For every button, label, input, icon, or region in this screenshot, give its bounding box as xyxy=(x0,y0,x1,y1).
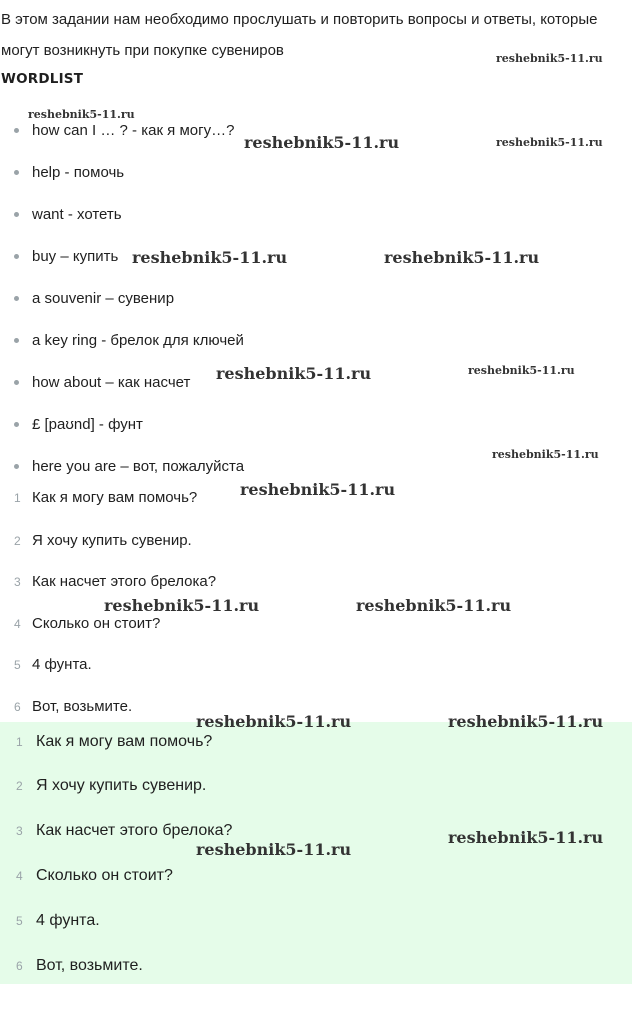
bullet-icon xyxy=(14,128,19,133)
answer-item: 2 Я хочу купить сувенир. xyxy=(16,777,207,794)
bullet-icon xyxy=(14,170,19,175)
bullet-icon xyxy=(14,380,19,385)
watermark: reshebnik5-11.ru xyxy=(496,52,603,65)
watermark: reshebnik5-11.ru xyxy=(492,448,599,461)
phrase-item: 6 Вот, возьмите. xyxy=(14,698,133,715)
wordlist-heading: WORDLIST xyxy=(1,71,84,87)
phrase-item: 3 Как насчет этого брелока? xyxy=(14,573,217,590)
answer-item: 1 Как я могу вам помочь? xyxy=(16,733,213,750)
watermark: reshebnik5-11.ru xyxy=(240,480,396,499)
watermark: reshebnik5-11.ru xyxy=(356,596,512,615)
watermark: reshebnik5-11.ru xyxy=(132,248,288,267)
wordlist-item: here you are – вот, пожалуйста xyxy=(14,458,244,475)
watermark: reshebnik5-11.ru xyxy=(28,108,135,121)
bullet-icon xyxy=(14,338,19,343)
wordlist-item: a souvenir – сувенир xyxy=(14,290,174,307)
wordlist-item: £ [paʊnd] - фунт xyxy=(14,416,143,433)
watermark: reshebnik5-11.ru xyxy=(216,364,372,383)
wordlist-item: buy – купить xyxy=(14,248,118,265)
watermark: reshebnik5-11.ru xyxy=(384,248,540,267)
wordlist-item: help - помочь xyxy=(14,164,124,181)
wordlist-item: want - хотеть xyxy=(14,206,122,223)
answer-item: 4 Сколько он стоит? xyxy=(16,867,173,884)
watermark: reshebnik5-11.ru xyxy=(468,364,575,377)
answer-item: 5 4 фунта. xyxy=(16,912,100,929)
bullet-icon xyxy=(14,254,19,259)
watermark: reshebnik5-11.ru xyxy=(448,712,604,731)
phrase-item: 5 4 фунта. xyxy=(14,656,92,673)
wordlist-item: how can I … ? - как я могу…? xyxy=(14,122,234,139)
watermark: reshebnik5-11.ru xyxy=(244,133,400,152)
answer-item: 3 Как насчет этого брелока? xyxy=(16,822,233,839)
phrase-item: 2 Я хочу купить сувенир. xyxy=(14,532,192,549)
answer-item: 6 Вот, возьмите. xyxy=(16,957,143,974)
phrase-item: 4 Сколько он стоит? xyxy=(14,615,161,632)
watermark: reshebnik5-11.ru xyxy=(496,136,603,149)
bullet-icon xyxy=(14,296,19,301)
watermark: reshebnik5-11.ru xyxy=(104,596,260,615)
bullet-icon xyxy=(14,464,19,469)
phrase-item: 1 Как я могу вам помочь? xyxy=(14,489,198,506)
watermark: reshebnik5-11.ru xyxy=(448,828,604,847)
intro-text: В этом задании нам необходимо прослушать и повторить вопросы и ответы, которые могут возникнуть при покупке сувениров xyxy=(1,11,598,59)
wordlist-item: how about – как насчет xyxy=(14,374,190,391)
watermark: reshebnik5-11.ru xyxy=(196,840,352,859)
watermark: reshebnik5-11.ru xyxy=(196,712,352,731)
bullet-icon xyxy=(14,422,19,427)
bullet-icon xyxy=(14,212,19,217)
wordlist-item: a key ring - брелок для ключей xyxy=(14,332,244,349)
